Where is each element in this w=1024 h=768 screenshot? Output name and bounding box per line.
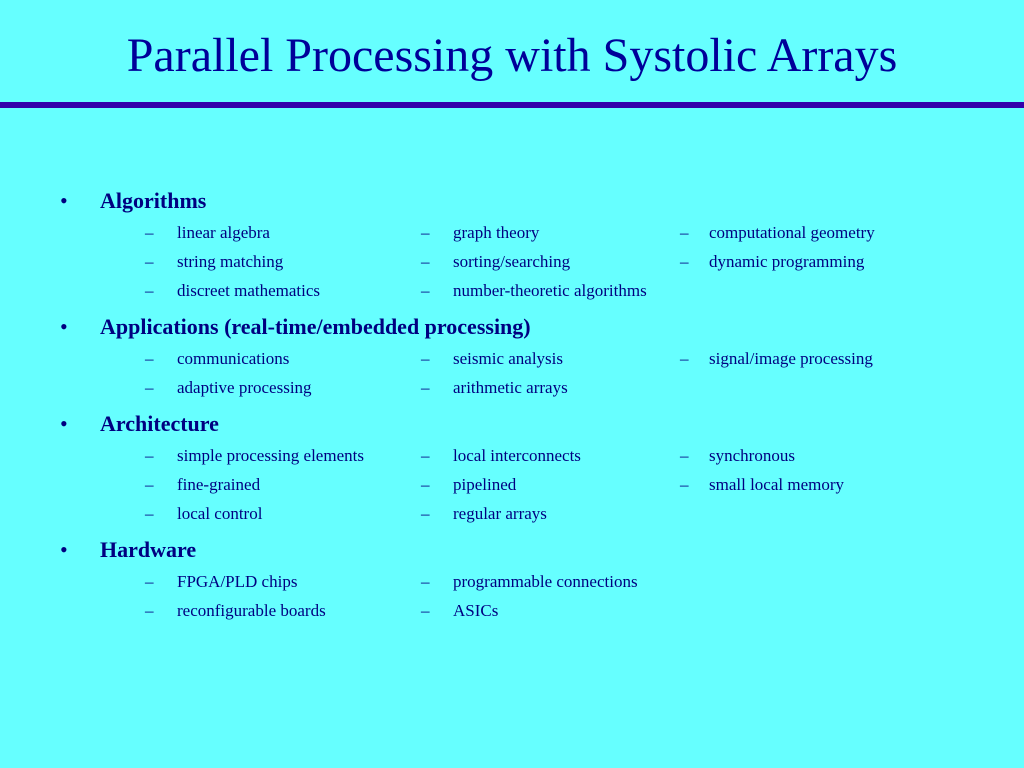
sub-item-label: reconfigurable boards: [177, 601, 326, 620]
bullet-icon: •: [60, 314, 68, 339]
sub-item-label: programmable connections: [453, 572, 638, 591]
dash-icon: –: [421, 349, 430, 368]
dash-icon: –: [680, 252, 689, 271]
section-heading-row: [0, 312, 1024, 344]
sub-item-label: linear algebra: [177, 223, 270, 242]
sub-item-label: arithmetic arrays: [453, 378, 568, 397]
dash-icon: –: [145, 378, 154, 397]
dash-icon: –: [145, 504, 154, 523]
section-spacer: [0, 528, 1024, 535]
sub-item-label: dynamic programming: [709, 252, 865, 271]
dash-icon: –: [421, 572, 430, 591]
dash-icon: –: [145, 252, 154, 271]
dash-icon: –: [421, 446, 430, 465]
bullet-icon: •: [60, 537, 68, 562]
sub-item-row: [0, 470, 1024, 499]
sub-item-label: synchronous: [709, 446, 795, 465]
sub-item-label: adaptive processing: [177, 378, 312, 397]
sub-item-label: sorting/searching: [453, 252, 571, 271]
sub-item-label: FPGA/PLD chips: [177, 572, 298, 591]
section-heading-row: [0, 186, 1024, 218]
sub-item-label: local control: [177, 504, 263, 523]
sub-item-row: [0, 596, 1024, 625]
dash-icon: –: [145, 281, 154, 300]
bullet-icon: •: [60, 411, 68, 436]
sub-item-row: [0, 441, 1024, 470]
dash-icon: –: [421, 504, 430, 523]
section-applications-real-time-embedded-processing: [0, 312, 1024, 409]
sub-item-label: discreet mathematics: [177, 281, 321, 300]
dash-icon: –: [421, 252, 430, 271]
section-heading: Algorithms: [100, 188, 207, 213]
sub-item-label: pipelined: [453, 475, 517, 494]
sub-item-label: computational geometry: [709, 223, 875, 242]
dash-icon: –: [421, 223, 430, 242]
dash-icon: –: [145, 475, 154, 494]
section-spacer: [0, 625, 1024, 632]
sub-item-row: [0, 567, 1024, 596]
section-heading: Applications (real-time/embedded processing): [100, 314, 531, 339]
section-heading: Hardware: [100, 537, 197, 562]
sub-item-label: regular arrays: [453, 504, 547, 523]
section-heading-row: [0, 409, 1024, 441]
sub-item-row: [0, 344, 1024, 373]
sub-item-row: [0, 247, 1024, 276]
sub-item-row: [0, 218, 1024, 247]
sub-item-label: signal/image processing: [709, 349, 873, 368]
dash-icon: –: [145, 223, 154, 242]
sub-item-label: small local memory: [709, 475, 845, 494]
section-spacer: [0, 305, 1024, 312]
dash-icon: –: [680, 446, 689, 465]
bullet-list: [0, 186, 1024, 632]
section-architecture: [0, 409, 1024, 535]
sub-item-label: number-theoretic algorithms: [453, 281, 647, 300]
dash-icon: –: [421, 475, 430, 494]
section-spacer: [0, 402, 1024, 409]
sub-item-label: ASICs: [453, 601, 499, 620]
section-heading: Architecture: [100, 411, 219, 436]
sub-item-row: [0, 373, 1024, 402]
sub-item-label: seismic analysis: [453, 349, 564, 368]
sub-item-row: [0, 276, 1024, 305]
section-algorithms: [0, 186, 1024, 312]
section-hardware: [0, 535, 1024, 632]
slide-title: Parallel Processing with Systolic Arrays: [126, 29, 898, 82]
dash-icon: –: [145, 601, 154, 620]
dash-icon: –: [680, 223, 689, 242]
sub-item-row: [0, 499, 1024, 528]
section-heading-row: [0, 535, 1024, 567]
dash-icon: –: [421, 281, 430, 300]
dash-icon: –: [421, 601, 430, 620]
dash-icon: –: [145, 572, 154, 591]
bullet-icon: •: [60, 188, 68, 213]
title-divider: [0, 102, 1024, 108]
dash-icon: –: [145, 349, 154, 368]
sub-item-label: simple processing elements: [177, 446, 364, 465]
sub-item-label: graph theory: [453, 223, 540, 242]
sub-item-label: string matching: [177, 252, 284, 271]
dash-icon: –: [680, 349, 689, 368]
dash-icon: –: [680, 475, 689, 494]
sub-item-label: communications: [177, 349, 290, 368]
dash-icon: –: [421, 378, 430, 397]
dash-icon: –: [145, 446, 154, 465]
sub-item-label: local interconnects: [453, 446, 581, 465]
sub-item-label: fine-grained: [177, 475, 261, 494]
